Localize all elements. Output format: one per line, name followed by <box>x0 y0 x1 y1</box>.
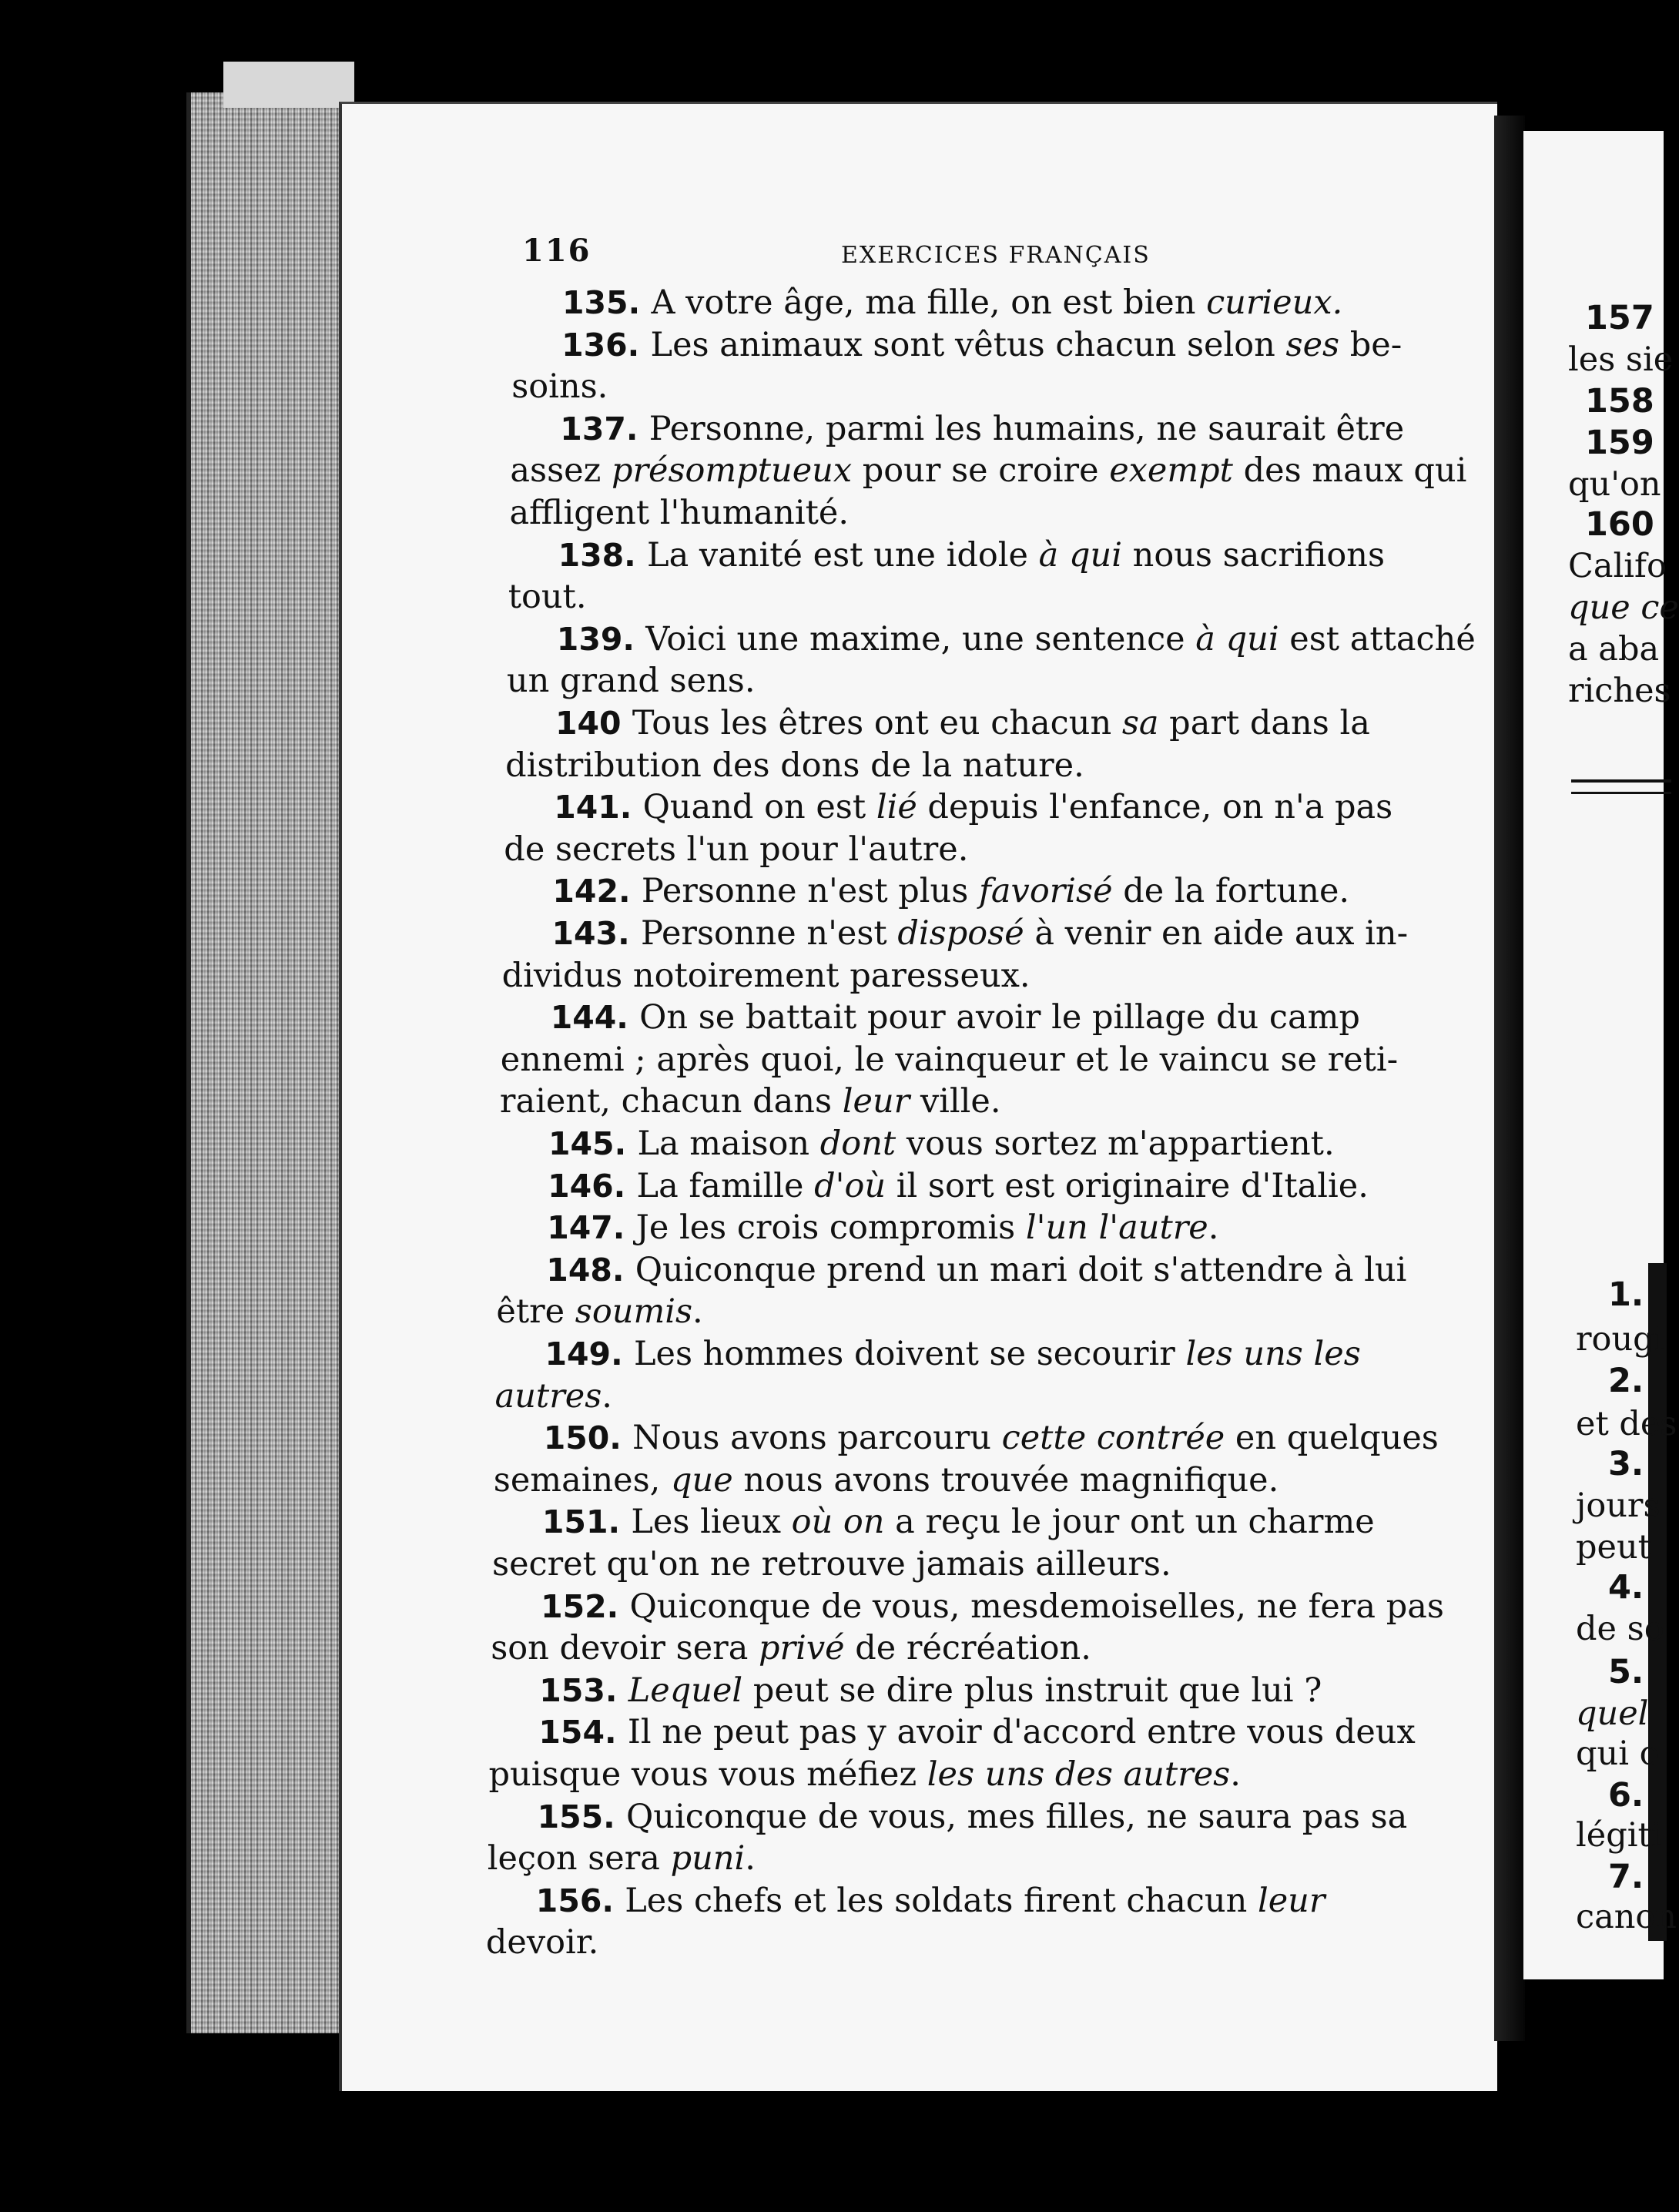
exercise-number: 153. <box>539 1671 628 1709</box>
exercise-continuation-line <box>488 1755 1241 1794</box>
exercise-line <box>537 1797 1408 1836</box>
right-page-number: 160 <box>1585 505 1654 544</box>
exercise-number: 149. <box>545 1336 634 1372</box>
italic-term: à qui <box>1195 619 1279 659</box>
right-page-number: 2. <box>1608 1362 1644 1400</box>
exercise-number: 145. <box>548 1125 638 1162</box>
right-page-text-fragment: les sie <box>1568 340 1674 379</box>
right-page-text-fragment: et des <box>1576 1405 1677 1443</box>
text-segment: son devoir sera <box>491 1629 759 1668</box>
right-page-number: 6. <box>1608 1776 1644 1815</box>
text-segment: puisque vous vous méfiez <box>488 1755 927 1794</box>
right-page-text-fragment: peut <box>1576 1528 1651 1567</box>
exercise-continuation-line <box>510 451 1467 491</box>
exercise-number: 152. <box>541 1587 630 1625</box>
text-segment: nous avons trouvée magnifique. <box>732 1460 1279 1500</box>
text-segment: . <box>1230 1755 1241 1794</box>
right-page-line <box>1576 1694 1649 1733</box>
running-title: EXERCICES FRANÇAIS <box>841 242 1151 269</box>
exercise-line <box>551 914 1409 953</box>
right-page-line <box>1576 1528 1651 1567</box>
text-segment: Personne n'est <box>640 914 898 953</box>
italic-term: soumis <box>575 1292 693 1332</box>
right-page-number: 157 <box>1585 299 1654 337</box>
text-segment: de la fortune. <box>1112 872 1350 911</box>
italic-term: les uns les <box>1185 1335 1361 1373</box>
text-segment: La maison <box>637 1124 820 1163</box>
right-page-line <box>1576 1734 1660 1773</box>
exercise-number: 154. <box>538 1714 628 1751</box>
text-segment: Les hommes doivent se secourir <box>633 1335 1186 1373</box>
right-page-line <box>1576 1320 1665 1359</box>
exercise-line <box>548 1166 1369 1205</box>
exercise-number: 140 <box>555 705 632 742</box>
text-segment: des maux qui <box>1232 451 1467 491</box>
right-page-line <box>1585 505 1654 544</box>
text-segment: a reçu le jour ont un charme <box>884 1503 1375 1542</box>
exercise-line <box>555 704 1370 742</box>
text-segment: . <box>745 1839 756 1879</box>
text-segment: tout. <box>508 578 587 617</box>
exercise-line <box>561 325 1403 364</box>
right-page-text-fragment: légiti <box>1576 1816 1662 1855</box>
exercise-line <box>546 1250 1407 1289</box>
book-spine <box>1494 116 1525 2041</box>
exercise-number: 136. <box>561 326 651 364</box>
exercise-line <box>548 1124 1335 1163</box>
right-page-number: 7. <box>1608 1858 1644 1896</box>
exercise-number: 144. <box>550 999 640 1037</box>
right-page-text-fragment: riches <box>1568 672 1671 710</box>
italic-term: que <box>671 1460 733 1500</box>
text-segment: La famille <box>636 1166 815 1205</box>
right-page-line <box>1608 1275 1644 1314</box>
exercise-number: 139. <box>556 620 646 658</box>
right-page-line <box>1568 588 1679 627</box>
right-page-line <box>1576 1898 1677 1936</box>
right-page-line <box>1568 465 1661 504</box>
text-segment: vous sortez m'appartient. <box>896 1124 1335 1163</box>
right-page-number: 5. <box>1608 1653 1644 1691</box>
text-segment: de récréation. <box>844 1629 1091 1668</box>
exercise-continuation-line <box>492 1545 1171 1584</box>
text-segment: be- <box>1339 325 1403 364</box>
right-page-line <box>1568 340 1674 379</box>
right-page-number: 3. <box>1608 1445 1644 1483</box>
page-header <box>522 233 1523 283</box>
text-segment: dividus notoirement paresseux. <box>501 956 1031 995</box>
text-segment: peut se dire plus instruit que lui ? <box>742 1671 1322 1710</box>
exercise-number: 147. <box>547 1209 636 1247</box>
right-page-text-fragment: Califo <box>1568 547 1667 585</box>
exercise-line <box>560 409 1405 448</box>
right-page-text-fragment: quel <box>1576 1694 1649 1733</box>
right-page-number: 158 <box>1585 382 1654 421</box>
exercise-line <box>541 1587 1444 1626</box>
exercise-continuation-line <box>506 662 756 701</box>
italic-term: curieux. <box>1206 283 1343 322</box>
right-page-line <box>1576 1486 1661 1525</box>
exercise-number: 142. <box>552 873 642 910</box>
exercise-number: 143. <box>551 915 641 952</box>
text-segment: . <box>1208 1208 1219 1248</box>
text-segment: en quelques <box>1225 1419 1439 1458</box>
right-page-text-fragment: qu'on <box>1568 465 1661 504</box>
exercise-number: 137. <box>560 410 649 447</box>
exercise-line <box>556 619 1476 659</box>
italic-term: favorisé <box>978 872 1113 911</box>
text-segment: Quiconque de vous, mes filles, ne saura pas sa <box>626 1797 1408 1836</box>
text-segment: est attaché <box>1279 619 1476 659</box>
text-segment: Les chefs et les soldats firent chacun <box>625 1881 1258 1920</box>
text-segment: il sort est originaire d'Italie. <box>886 1166 1369 1205</box>
exercise-line <box>543 1419 1439 1458</box>
text-segment: affligent l'humanité. <box>509 494 850 532</box>
right-page-line <box>1608 1776 1644 1815</box>
right-page-number: 4. <box>1608 1568 1644 1607</box>
text-segment: ville. <box>910 1082 1001 1121</box>
exercise-line <box>550 998 1360 1037</box>
text-segment: semaines, <box>493 1460 672 1500</box>
right-page-number: 1. <box>1608 1275 1644 1314</box>
exercise-continuation-line <box>493 1460 1279 1500</box>
right-page-line <box>1608 1445 1644 1483</box>
exercise-line <box>562 283 1343 322</box>
italic-term: exempt <box>1109 451 1233 491</box>
italic-term: où on <box>791 1503 885 1542</box>
text-segment: ennemi ; après quoi, le vainqueur et le vaincu se reti- <box>500 1040 1399 1079</box>
exercise-number: 151. <box>541 1503 632 1541</box>
right-page-line <box>1608 1653 1644 1691</box>
exercise-continuation-line <box>485 1923 599 1962</box>
right-page-text-fragment: canon <box>1576 1898 1677 1936</box>
text-segment: Tous les êtres ont eu chacun <box>632 704 1122 742</box>
text-segment: Quiconque de vous, mesdemoiselles, ne fera pas <box>629 1587 1444 1626</box>
italic-term: à qui <box>1038 535 1122 575</box>
italic-term: leur <box>1257 1881 1325 1920</box>
exercise-continuation-line <box>501 956 1031 995</box>
text-segment: leçon sera <box>487 1839 671 1879</box>
right-page-line <box>1608 1362 1644 1400</box>
exercise-continuation-line <box>504 830 969 869</box>
text-segment: être <box>496 1292 575 1332</box>
right-page-line <box>1608 1858 1644 1896</box>
text-segment: Nous avons parcouru <box>632 1419 1002 1458</box>
text-segment: secret qu'on ne retrouve jamais ailleurs. <box>492 1545 1171 1584</box>
text-segment: Les lieux <box>631 1503 792 1542</box>
right-page-line <box>1568 547 1667 585</box>
exercise-line <box>545 1335 1361 1373</box>
right-page-line <box>1576 1405 1677 1443</box>
double-rule <box>1571 779 1671 794</box>
text-segment: assez <box>510 451 612 491</box>
right-page-line <box>1585 382 1654 421</box>
text-segment: Je les crois compromis <box>635 1208 1026 1248</box>
right-page-text-fragment: qui o <box>1576 1734 1660 1773</box>
text-segment: depuis l'enfance, on n'a pas <box>917 788 1393 827</box>
exercise-number: 148. <box>546 1251 635 1289</box>
text-segment: Personne, parmi les humains, ne saurait être <box>648 409 1405 448</box>
exercise-continuation-line <box>508 578 587 617</box>
exercise-line <box>541 1503 1375 1542</box>
text-segment: à venir en aide aux in- <box>1024 914 1409 953</box>
exercise-number: 146. <box>548 1167 637 1205</box>
exercise-number: 156. <box>535 1882 625 1919</box>
exercise-continuation-line <box>491 1629 1091 1668</box>
italic-term: lié <box>876 788 917 827</box>
italic-term: sa <box>1121 704 1159 742</box>
text-segment: nous sacrifions <box>1121 535 1386 575</box>
right-page-line <box>1576 1816 1662 1855</box>
italic-term: ses <box>1285 325 1340 364</box>
top-page-edge <box>223 62 354 108</box>
exercise-line <box>554 788 1393 827</box>
italic-term: puni <box>670 1839 746 1879</box>
text-segment: A votre âge, ma fille, on est bien <box>651 283 1207 322</box>
exercise-continuation-line <box>509 494 850 532</box>
right-page-line <box>1568 630 1660 669</box>
text-segment: . <box>602 1376 612 1416</box>
text-segment: Les animaux sont vêtus chacun selon <box>650 325 1286 364</box>
text-segment: soins. <box>511 367 608 407</box>
exercise-continuation-line <box>496 1292 703 1332</box>
text-segment: Quiconque prend un mari doit s'attendre à lui <box>635 1250 1407 1289</box>
page-number: 116 <box>522 233 592 269</box>
exercise-continuation-line <box>499 1082 1001 1121</box>
italic-term: privé <box>759 1629 845 1668</box>
text-segment: pour se croire <box>852 451 1110 491</box>
italic-term: dont <box>819 1124 896 1163</box>
exercise-continuation-line <box>494 1376 612 1416</box>
italic-term: cette contrée <box>1001 1419 1225 1458</box>
exercise-line <box>552 872 1350 911</box>
italic-term: l'un l'autre <box>1025 1208 1208 1248</box>
italic-term: leur <box>842 1082 910 1121</box>
right-page-line <box>1576 1610 1664 1648</box>
text-segment: part dans la <box>1158 704 1370 742</box>
right-page-text-fragment: jours <box>1576 1486 1661 1525</box>
exercise-continuation-line <box>505 746 1084 785</box>
text-segment: Voici une maxime, une sentence <box>645 619 1196 659</box>
exercise-line <box>539 1671 1322 1710</box>
right-page-text-fragment: rougi <box>1576 1320 1665 1359</box>
text-segment: devoir. <box>485 1923 599 1962</box>
text-segment: On se battait pour avoir le pillage du camp <box>639 998 1360 1037</box>
right-page-line <box>1568 672 1671 710</box>
italic-term: disposé <box>897 914 1024 953</box>
italic-term: présomptueux <box>611 451 853 491</box>
text-segment: Il ne peut pas y avoir d'accord entre vous deux <box>627 1713 1416 1752</box>
exercise-line <box>538 1713 1416 1752</box>
exercise-number: 141. <box>554 789 643 826</box>
exercise-continuation-line <box>487 1839 756 1879</box>
text-segment: de secrets l'un pour l'autre. <box>504 830 969 869</box>
exercise-continuation-line <box>500 1040 1399 1079</box>
right-page-text-fragment: a aba <box>1568 630 1660 669</box>
exercise-number: 138. <box>558 536 648 574</box>
exercise-number: 150. <box>543 1419 633 1457</box>
text-segment: La vanité est une idole <box>647 535 1039 575</box>
exercise-line <box>558 535 1386 575</box>
right-page-text-fragment: que ce <box>1568 588 1679 627</box>
right-page-line <box>1585 424 1654 462</box>
text-segment: Personne n'est plus <box>641 872 979 911</box>
exercise-number: 155. <box>537 1798 627 1835</box>
italic-term: autres <box>494 1376 602 1416</box>
right-page-line <box>1608 1568 1644 1607</box>
page-edges <box>186 92 353 2033</box>
right-page-text-fragment: de so <box>1576 1610 1664 1648</box>
text-segment: un grand sens. <box>506 662 756 701</box>
italic-term: les uns des autres <box>927 1755 1231 1794</box>
text-segment: . <box>692 1292 703 1332</box>
right-page-number: 159 <box>1585 424 1654 462</box>
text-segment: distribution des dons de la nature. <box>505 746 1084 785</box>
right-page-line <box>1585 299 1654 337</box>
text-segment: Quand on est <box>642 788 876 827</box>
italic-term: d'où <box>814 1166 886 1205</box>
text-segment: raient, chacun dans <box>499 1082 843 1121</box>
italic-term: Lequel <box>628 1671 743 1710</box>
exercise-line <box>547 1208 1219 1248</box>
exercise-number: 135. <box>562 284 652 321</box>
exercise-continuation-line <box>511 367 608 407</box>
exercise-line <box>535 1881 1325 1920</box>
